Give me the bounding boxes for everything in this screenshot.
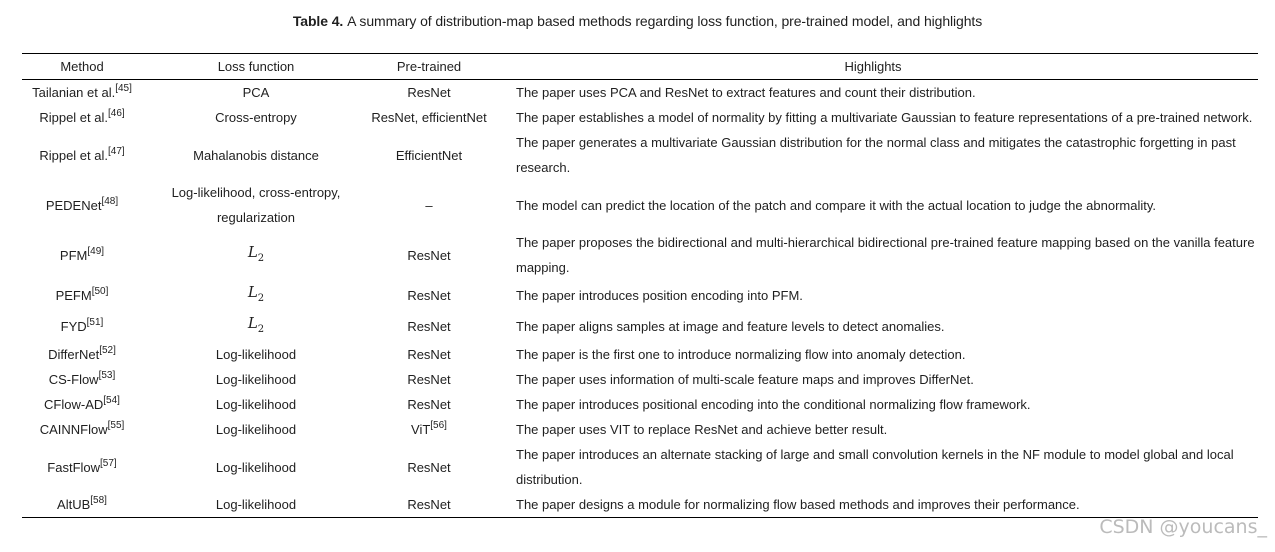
table-row xyxy=(22,311,1258,342)
highlights-text: The paper designs a module for normalizing flow based methods and improves their performance. xyxy=(516,497,1080,512)
method-name: PFM xyxy=(59,247,88,263)
method-name: Tailanian et al. xyxy=(32,85,116,100)
highlights-text: The paper aligns samples at image and feature levels to detect anomalies. xyxy=(516,319,945,334)
loss-formula xyxy=(247,283,265,304)
method-reference: [54] xyxy=(103,395,120,406)
pretrained-model: ResNet xyxy=(407,397,451,412)
cell-pretrained xyxy=(370,311,488,342)
cell-method xyxy=(22,367,142,392)
cell-loss-function xyxy=(142,342,370,367)
method-reference: [58] xyxy=(90,495,107,506)
table-caption xyxy=(0,13,1275,29)
pretrained-model: ResNet xyxy=(407,288,451,303)
cell-loss-function xyxy=(142,280,370,311)
cell-highlights xyxy=(488,105,1258,130)
header-pretrained: Pre-trained xyxy=(370,54,488,80)
method-reference: [47] xyxy=(107,145,125,157)
loss-subscript: 2 xyxy=(257,324,265,335)
loss-symbol: L xyxy=(247,242,258,261)
cell-method xyxy=(22,492,142,518)
cell-highlights xyxy=(488,80,1258,106)
method-reference: [48] xyxy=(101,195,119,207)
cell-highlights xyxy=(488,311,1258,342)
cell-highlights xyxy=(488,342,1258,367)
table-header-row xyxy=(22,54,1258,80)
loss-text: Log-likelihood xyxy=(215,347,297,362)
cell-loss-function xyxy=(142,417,370,442)
loss-subscript: 2 xyxy=(257,293,265,304)
cell-method xyxy=(22,311,142,342)
loss-text: Cross-entropy xyxy=(215,110,297,125)
cell-highlights xyxy=(488,492,1258,518)
highlights-text: The paper introduces position encoding into PFM. xyxy=(516,288,803,303)
cell-highlights xyxy=(488,392,1258,417)
table-row xyxy=(22,417,1258,442)
pretrained-model: ViT xyxy=(411,422,431,437)
method-name: PEDENet xyxy=(45,197,102,213)
watermark: CSDN @youcans_ xyxy=(1099,516,1267,538)
cell-pretrained xyxy=(370,492,488,518)
highlights-text: The paper introduces positional encoding into the conditional normalizing flow framework. xyxy=(516,397,1031,412)
table-caption-text: A summary of distribution-map based methods regarding loss function, pre-trained model, and highlights xyxy=(347,13,983,29)
method-name: CAINNFlow xyxy=(39,422,108,437)
highlights-text: The paper generates a multivariate Gaussian distribution for the normal class and mitigates the catastrophic forgetting in past research. xyxy=(516,135,1236,175)
table-row xyxy=(22,367,1258,392)
loss-text: Log-likelihood, cross-entropy, regularization xyxy=(171,185,341,225)
highlights-text: The model can predict the location of the patch and compare it with the actual location to judge the abnormality. xyxy=(516,197,1157,213)
pretrained-reference: [56] xyxy=(430,420,447,431)
cell-pretrained xyxy=(370,442,488,492)
cell-loss-function xyxy=(142,442,370,492)
table-caption-label: Table 4. xyxy=(292,13,344,29)
table-row xyxy=(22,80,1258,106)
loss-text: Log-likelihood xyxy=(215,372,297,387)
table-row xyxy=(22,230,1258,280)
method-reference: [49] xyxy=(87,245,105,257)
pretrained-model: EfficientNet xyxy=(395,147,463,163)
loss-text: Log-likelihood xyxy=(215,497,297,512)
cell-highlights xyxy=(488,130,1258,180)
method-reference: [50] xyxy=(91,286,109,297)
table-row xyxy=(22,180,1258,230)
cell-highlights xyxy=(488,230,1258,280)
cell-pretrained xyxy=(370,280,488,311)
header-highlights: Highlights xyxy=(488,54,1258,80)
method-name: CFlow-AD xyxy=(44,397,104,412)
pretrained-model: ResNet xyxy=(407,372,451,387)
cell-pretrained xyxy=(370,230,488,280)
cell-pretrained xyxy=(370,180,488,230)
loss-text: PCA xyxy=(242,85,270,100)
loss-formula xyxy=(247,314,265,335)
table-row xyxy=(22,392,1258,417)
cell-loss-function xyxy=(142,230,370,280)
method-reference: [57] xyxy=(100,457,117,469)
loss-subscript: 2 xyxy=(257,252,265,264)
method-name: FYD xyxy=(60,319,87,334)
pretrained-model: ResNet xyxy=(407,497,451,512)
table-row xyxy=(22,342,1258,367)
cell-method xyxy=(22,230,142,280)
cell-method xyxy=(22,80,142,106)
pretrained-model: ResNet xyxy=(407,347,451,362)
cell-pretrained xyxy=(370,342,488,367)
cell-method xyxy=(22,392,142,417)
cell-loss-function xyxy=(142,311,370,342)
loss-formula xyxy=(247,242,265,264)
cell-highlights xyxy=(488,417,1258,442)
cell-pretrained xyxy=(370,105,488,130)
highlights-text: The paper uses information of multi-scale feature maps and improves DifferNet. xyxy=(516,372,974,387)
highlights-text: The paper proposes the bidirectional and multi-hierarchical bidirectional pre-trained feature mapping based on the vanilla feature mapping. xyxy=(516,235,1255,275)
cell-pretrained xyxy=(370,80,488,106)
method-name: Rippel et al. xyxy=(39,110,108,125)
header-method: Method xyxy=(22,54,142,80)
loss-symbol: L xyxy=(247,283,258,301)
method-name: AltUB xyxy=(57,497,91,512)
loss-text: Log-likelihood xyxy=(215,397,297,412)
highlights-text: The paper establishes a model of normality by fitting a multivariate Gaussian to feature representations of a pre-trained network. xyxy=(516,110,1253,125)
cell-method xyxy=(22,180,142,230)
table-row xyxy=(22,280,1258,311)
cell-loss-function xyxy=(142,80,370,106)
table-row xyxy=(22,442,1258,492)
method-name: PEFM xyxy=(55,288,92,303)
cell-loss-function xyxy=(142,130,370,180)
cell-pretrained xyxy=(370,130,488,180)
cell-loss-function xyxy=(142,180,370,230)
highlights-text: The paper is the first one to introduce normalizing flow into anomaly detection. xyxy=(516,347,966,362)
cell-method xyxy=(22,130,142,180)
cell-pretrained xyxy=(370,392,488,417)
cell-loss-function xyxy=(142,367,370,392)
method-reference: [55] xyxy=(107,420,125,431)
cell-highlights xyxy=(488,367,1258,392)
header-loss-function: Loss function xyxy=(142,54,370,80)
method-reference: [53] xyxy=(98,370,116,381)
loss-text: Mahalanobis distance xyxy=(193,147,319,163)
cell-highlights xyxy=(488,180,1258,230)
pretrained-model: ResNet xyxy=(407,459,451,475)
method-name: DifferNet xyxy=(48,347,100,362)
cell-loss-function xyxy=(142,105,370,130)
highlights-text: The paper introduces an alternate stacking of large and small convolution kernels in the NF module to model global and local distribution. xyxy=(516,447,1234,487)
method-reference: [51] xyxy=(86,317,104,328)
method-reference: [46] xyxy=(107,108,125,119)
cell-method xyxy=(22,105,142,130)
cell-highlights xyxy=(488,280,1258,311)
table-row xyxy=(22,492,1258,518)
loss-symbol: L xyxy=(247,314,258,332)
pretrained-model: ResNet xyxy=(407,319,451,334)
table-row xyxy=(22,130,1258,180)
table-body xyxy=(22,80,1258,518)
cell-pretrained xyxy=(370,367,488,392)
cell-loss-function xyxy=(142,492,370,518)
method-reference: [45] xyxy=(115,83,132,94)
cell-highlights xyxy=(488,442,1258,492)
pretrained-model: – xyxy=(425,197,433,213)
highlights-text: The paper uses VIT to replace ResNet and achieve better result. xyxy=(516,422,888,437)
cell-method xyxy=(22,342,142,367)
method-name: Rippel et al. xyxy=(39,147,108,163)
pretrained-model: ResNet, efficientNet xyxy=(371,110,487,125)
cell-method xyxy=(22,442,142,492)
cell-method xyxy=(22,280,142,311)
pretrained-model: ResNet xyxy=(407,85,451,100)
method-reference: [52] xyxy=(99,345,116,356)
loss-text: Log-likelihood xyxy=(215,422,297,437)
loss-text: Log-likelihood xyxy=(215,459,297,475)
highlights-text: The paper uses PCA and ResNet to extract features and count their distribution. xyxy=(516,85,976,100)
method-name: CS-Flow xyxy=(48,372,99,387)
table-row xyxy=(22,105,1258,130)
cell-method xyxy=(22,417,142,442)
pretrained-model: ResNet xyxy=(407,247,451,263)
method-name: FastFlow xyxy=(47,459,101,475)
cell-pretrained xyxy=(370,417,488,442)
methods-table xyxy=(22,53,1258,518)
cell-loss-function xyxy=(142,392,370,417)
